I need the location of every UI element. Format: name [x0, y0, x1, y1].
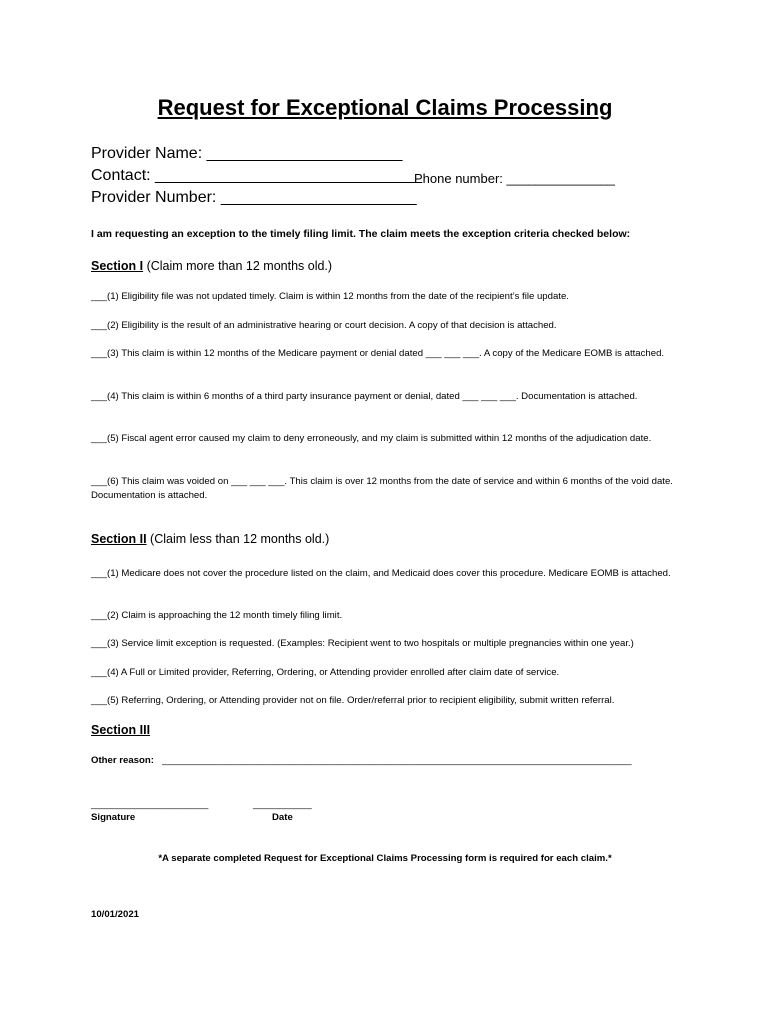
form-title: Request for Exceptional Claims Processing	[157, 95, 613, 120]
signature-line[interactable]: ______________________	[91, 799, 209, 810]
section-2-item-2[interactable]: ___(2) Claim is approaching the 12 month timely filing limit.	[91, 610, 343, 621]
date-line[interactable]: ___________	[253, 799, 312, 810]
other-reason-field[interactable]: ________________________________________________________________________________________	[162, 755, 632, 766]
section-1-item-6[interactable]: ___(6) This claim was voided on ___ ___ ___. This claim is over 12 months from the date of service and within 6 months of the void date. Documentation is attached.	[91, 476, 673, 501]
section-1-item-3[interactable]: ___(3) This claim is within 12 months of the Medicare payment or denial dated ___ ___ ___. A copy of the Medicare EOMB is attached.	[91, 348, 665, 359]
date-label: Date	[272, 812, 293, 823]
footer-note: *A separate completed Request for Exceptional Claims Processing form is required for each claim.*	[158, 853, 612, 864]
section-1-note: (Claim more than 12 months old.)	[143, 259, 333, 273]
signature-label: Signature	[91, 812, 136, 823]
section-3-title: Section III	[91, 723, 151, 737]
provider-number-field[interactable]: Provider Number: ______________________	[91, 189, 417, 206]
section-2-item-3[interactable]: ___(3) Service limit exception is requested. (Examples: Recipient went to two hospitals or multiple pregnancies within one year.)	[91, 638, 634, 649]
section-1-item-5[interactable]: ___(5) Fiscal agent error caused my claim to deny erroneously, and my claim is submitted within 12 months of the adjudication date.	[91, 433, 652, 444]
section-2-item-1[interactable]: ___(1) Medicare does not cover the procedure listed on the claim, and Medicaid does cover this procedure. Medicare EOMB is attached.	[91, 568, 671, 579]
contact-field[interactable]: Contact: ______________________________	[91, 167, 422, 184]
other-reason-label: Other reason:	[91, 755, 154, 766]
revision-date: 10/01/2021	[91, 909, 140, 920]
section-2-title: Section II	[91, 532, 147, 546]
section-2-heading	[91, 532, 329, 546]
section-3-heading	[91, 723, 150, 737]
section-1-item-4[interactable]: ___(4) This claim is within 6 months of a third party insurance payment or denial, dated ___ ___ ___. Documentation is attached.	[91, 391, 638, 402]
section-1-item-1[interactable]: ___(1) Eligibility file was not updated timely. Claim is within 12 months from the date of the recipient’s file update.	[91, 291, 569, 302]
section-2-item-5[interactable]: ___(5) Referring, Ordering, or Attending provider not on file. Order/referral prior to recipient eligibility, submit written referral.	[91, 695, 615, 706]
section-1-heading	[91, 259, 332, 273]
section-2-note: (Claim less than 12 months old.)	[146, 532, 330, 546]
provider-name-field[interactable]: Provider Name: ______________________	[91, 145, 403, 162]
phone-number-field[interactable]: Phone number: _______________	[414, 171, 615, 186]
section-1-item-2[interactable]: ___(2) Eligibility is the result of an administrative hearing or court decision. A copy of that decision is attached.	[91, 320, 557, 331]
intro-statement: I am requesting an exception to the timely filing limit. The claim meets the exception criteria checked below:	[91, 228, 631, 240]
section-1-title: Section I	[91, 259, 144, 273]
section-2-item-4[interactable]: ___(4) A Full or Limited provider, Referring, Ordering, or Attending provider enrolled after claim date of service.	[91, 667, 560, 678]
